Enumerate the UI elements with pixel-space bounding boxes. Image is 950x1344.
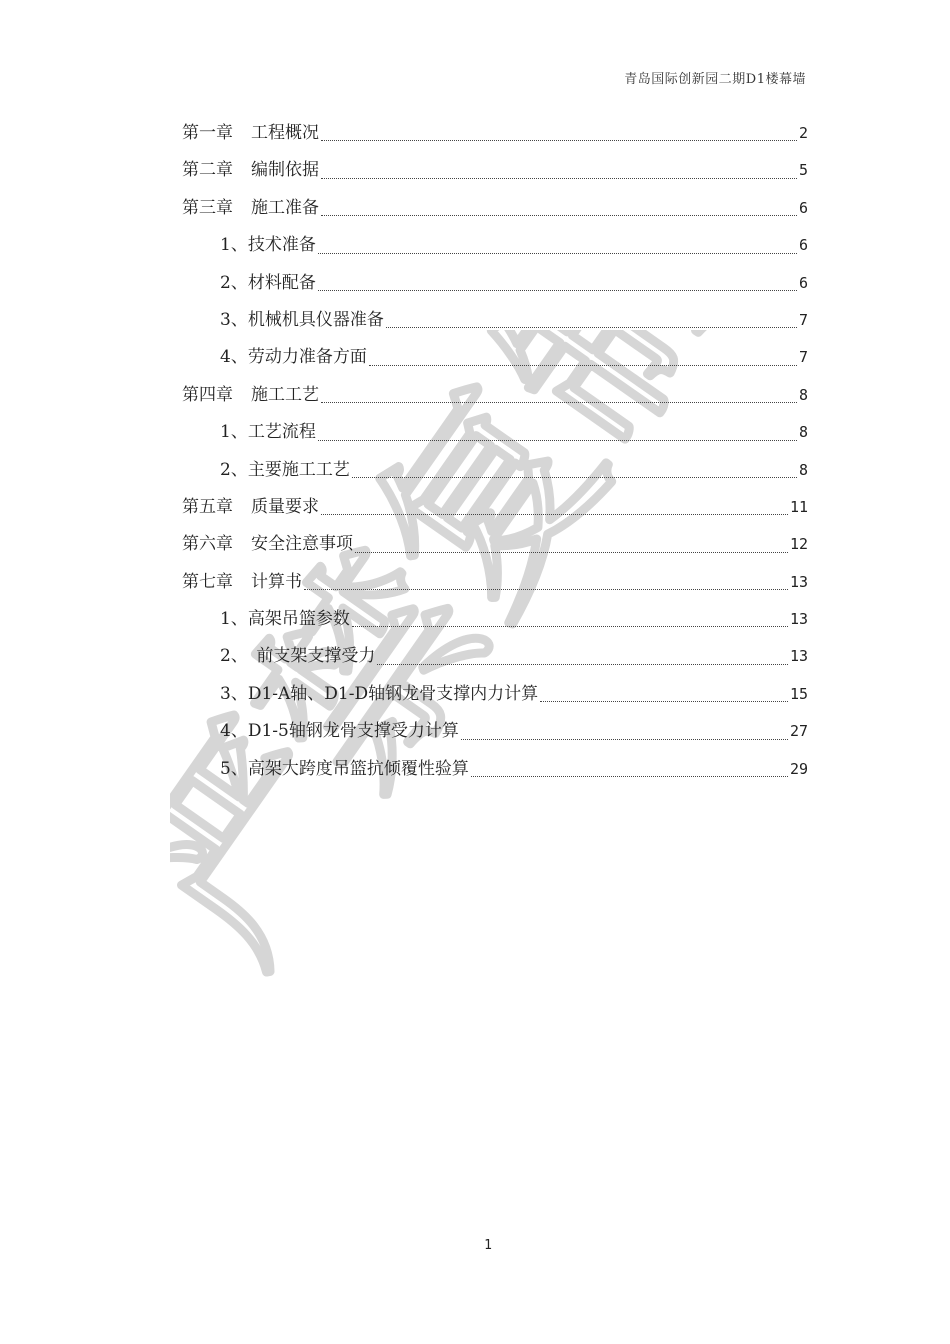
toc-dot-leader: [352, 626, 788, 627]
toc-dot-leader: [386, 327, 797, 328]
toc-page-number: 12: [789, 535, 808, 554]
toc-page-number: 13: [789, 610, 808, 629]
toc-dot-leader: [318, 440, 797, 441]
toc-page-number: 7: [798, 348, 808, 367]
toc-section-entry[interactable]: [182, 265, 808, 302]
toc-chapter-entry[interactable]: [182, 489, 808, 526]
toc-page-number: 5: [798, 161, 808, 180]
toc-page-number: 13: [789, 572, 808, 591]
toc-dot-leader: [318, 253, 797, 254]
toc-page-number: 8: [798, 423, 808, 442]
toc-entry-label: [182, 115, 319, 152]
toc-page-number: 15: [789, 684, 808, 703]
toc-section-title: 2、 前支架支撑受力: [220, 646, 376, 667]
toc-chapter-title: 质量要求: [251, 496, 319, 517]
toc-dot-leader: [321, 178, 797, 179]
toc-chapter-number: 第七章: [182, 571, 233, 592]
toc-dot-leader: [369, 365, 797, 366]
toc-entry-label: [182, 377, 319, 414]
toc-section-title: 2、材料配备: [220, 272, 316, 293]
toc-entry-label: [220, 601, 350, 638]
toc-section-title: 1、工艺流程: [220, 422, 316, 443]
toc-chapter-title: 施工工艺: [251, 384, 319, 405]
page-number: 1: [484, 1238, 492, 1253]
toc-section-entry[interactable]: [182, 676, 808, 713]
toc-page-number: 7: [798, 310, 808, 329]
toc-chapter-number: 第四章: [182, 384, 233, 405]
toc-chapter-entry[interactable]: [182, 564, 808, 601]
toc-chapter-entry[interactable]: [182, 526, 808, 563]
toc-entry-label: [220, 302, 384, 339]
toc-dot-leader: [461, 739, 788, 740]
toc-section-entry[interactable]: [182, 339, 808, 376]
toc-section-title: 4、劳动力准备方面: [220, 347, 367, 368]
toc-dot-leader: [355, 552, 788, 553]
toc-entry-label: [220, 414, 316, 451]
toc-chapter-entry[interactable]: [182, 377, 808, 414]
toc-entry-label: [182, 564, 302, 601]
toc-dot-leader: [321, 514, 788, 515]
toc-dot-leader: [377, 664, 788, 665]
toc-chapter-entry[interactable]: [182, 190, 808, 227]
toc-chapter-number: 第二章: [182, 160, 233, 181]
toc-section-title: 4、D1-5轴钢龙骨支撑受力计算: [220, 721, 459, 742]
toc-chapter-entry[interactable]: [182, 115, 808, 152]
toc-dot-leader: [318, 290, 797, 291]
toc-entry-label: [220, 638, 375, 675]
toc-chapter-title: 编制依据: [251, 160, 319, 181]
toc-section-entry[interactable]: [182, 227, 808, 264]
toc-section-title: 1、技术准备: [220, 235, 316, 256]
watermark-text: 严禁复制: [170, 330, 773, 999]
toc-page-number: 27: [789, 722, 808, 741]
toc-entry-label: [182, 489, 319, 526]
toc-chapter-number: 第三章: [182, 197, 233, 218]
toc-page-number: 8: [798, 385, 808, 404]
toc-section-title: 1、高架吊篮参数: [220, 609, 350, 630]
toc-section-title: 3、D1-A轴、D1-D轴钢龙骨支撑内力计算: [220, 683, 539, 704]
toc-entry-label: [182, 152, 319, 189]
toc-entry-label: [182, 190, 319, 227]
toc-dot-leader: [540, 701, 788, 702]
toc-entry-label: [220, 227, 316, 264]
toc-entry-label: [220, 676, 538, 713]
toc-section-title: 2、主要施工工艺: [220, 459, 350, 480]
toc-section-entry[interactable]: [182, 638, 808, 675]
toc-chapter-number: 第五章: [182, 496, 233, 517]
toc-chapter-title: 施工准备: [251, 197, 319, 218]
toc-entry-label: [220, 265, 316, 302]
toc-page-number: 6: [798, 198, 808, 217]
toc-chapter-title: 计算书: [251, 571, 302, 592]
toc-chapter-title: 工程概况: [251, 122, 319, 143]
toc-entry-label: [182, 526, 353, 563]
toc-dot-leader: [304, 589, 788, 590]
toc-page-number: 8: [798, 460, 808, 479]
toc-page-number: 29: [789, 759, 808, 778]
toc-page-number: 6: [798, 236, 808, 255]
toc-chapter-entry[interactable]: [182, 152, 808, 189]
toc-section-entry[interactable]: [182, 751, 808, 788]
toc-dot-leader: [321, 402, 797, 403]
toc-dot-leader: [321, 215, 797, 216]
toc-chapter-title: 安全注意事项: [251, 534, 353, 555]
toc-page-number: 13: [789, 647, 808, 666]
toc-entry-label: [220, 452, 350, 489]
toc-entry-label: [220, 751, 469, 788]
toc-page-number: 6: [798, 273, 808, 292]
toc-section-entry[interactable]: [182, 414, 808, 451]
page-header: 青岛国际创新园二期D1楼幕墙: [624, 72, 806, 87]
table-of-contents: [182, 115, 808, 788]
toc-chapter-number: 第六章: [182, 534, 233, 555]
toc-section-entry[interactable]: [182, 452, 808, 489]
toc-section-entry[interactable]: [182, 302, 808, 339]
toc-section-title: 3、机械机具仪器准备: [220, 309, 384, 330]
toc-dot-leader: [471, 776, 788, 777]
toc-section-entry[interactable]: [182, 713, 808, 750]
toc-entry-label: [220, 713, 459, 750]
toc-dot-leader: [352, 477, 797, 478]
toc-section-title: 5、高架大跨度吊篮抗倾覆性验算: [220, 758, 469, 779]
toc-entry-label: [220, 339, 367, 376]
toc-chapter-number: 第一章: [182, 122, 233, 143]
toc-dot-leader: [321, 140, 797, 141]
toc-section-entry[interactable]: [182, 601, 808, 638]
toc-page-number: 11: [789, 497, 808, 516]
toc-page-number: 2: [798, 123, 808, 142]
